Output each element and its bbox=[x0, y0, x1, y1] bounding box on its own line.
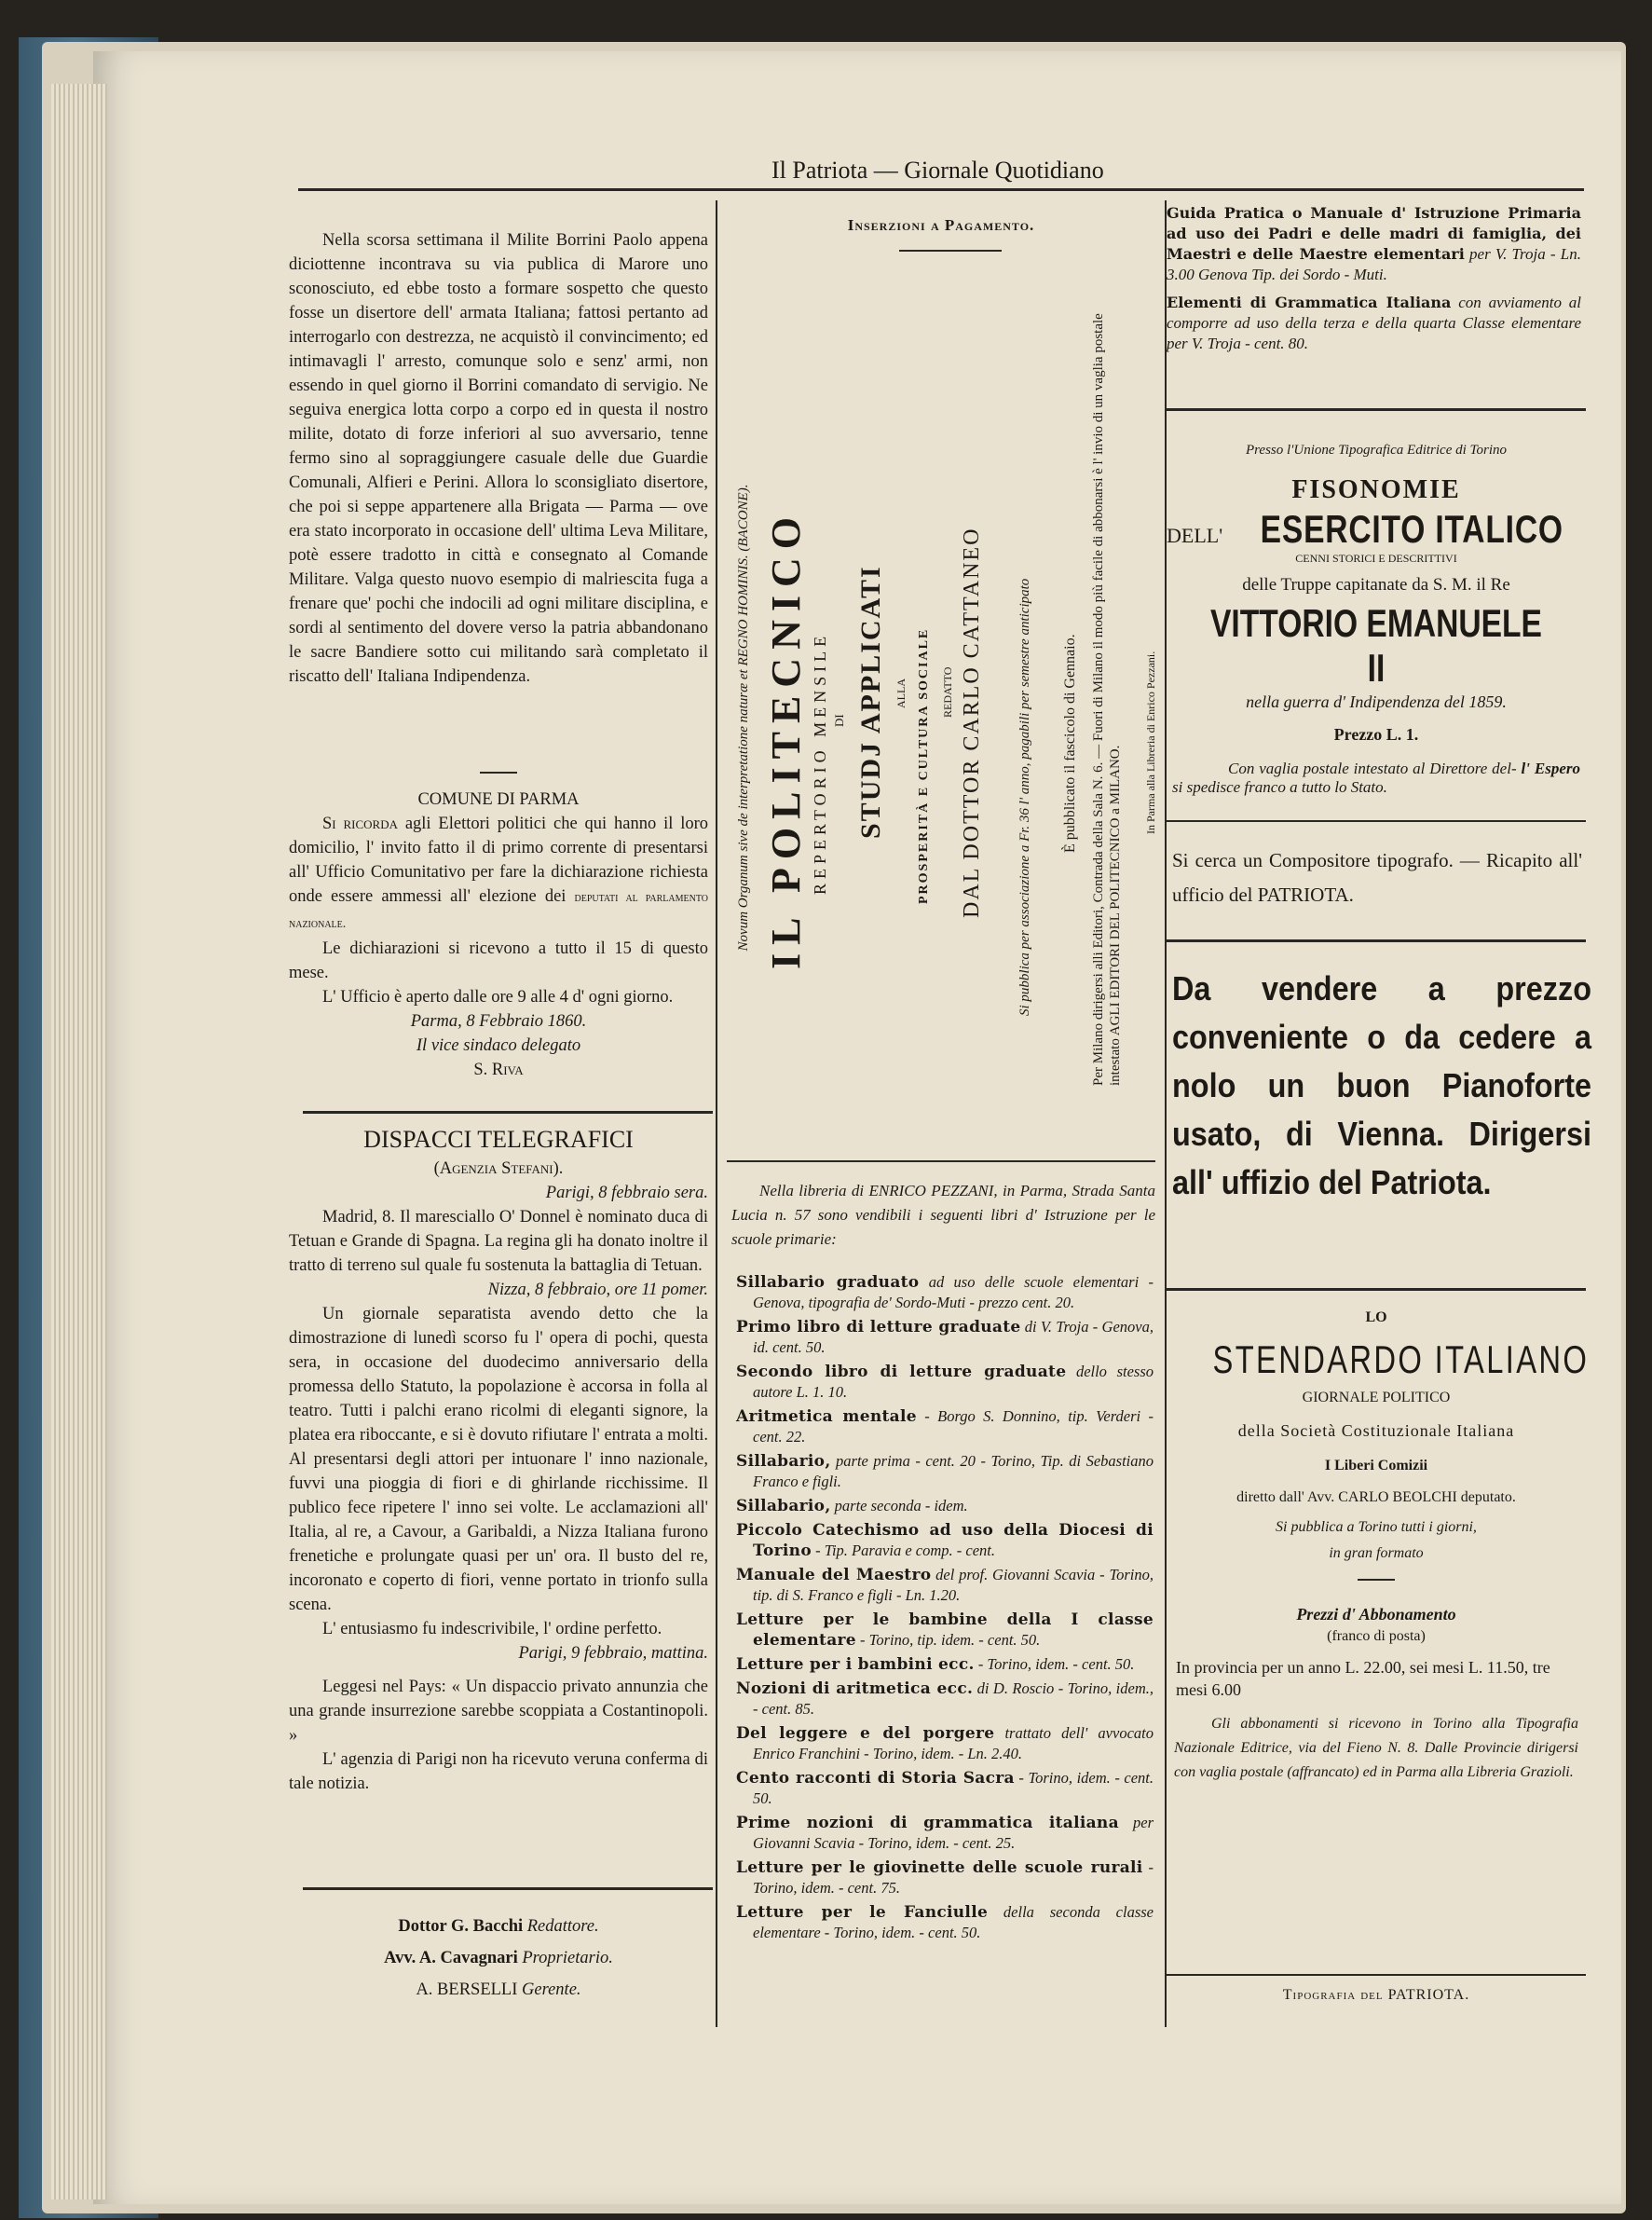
dispatch-3b: L' agenzia di Parigi non ha ricevuto veruna conferma di tale notizia. bbox=[289, 1750, 708, 1793]
header-rule bbox=[298, 188, 1584, 191]
book-detail: di D. Roscio - Torino, idem., - cent. 85. bbox=[753, 1679, 1154, 1718]
politecnico-title: IL POLITECNICO bbox=[763, 509, 809, 969]
std-lo: LO bbox=[1365, 1309, 1387, 1325]
staff-editor-role: Redattore. bbox=[526, 1917, 599, 1936]
staff-owner-name: Avv. A. Cavagnari bbox=[384, 1949, 518, 1967]
staff-manager bbox=[289, 1974, 708, 2006]
fis-title: FISONOMIE bbox=[1291, 475, 1461, 504]
section-rule bbox=[303, 1111, 713, 1114]
book-detail: - Torino, idem. - cent. 50. bbox=[974, 1655, 1135, 1673]
staff-block bbox=[289, 1911, 708, 2006]
politecnico-motto: Novum Organum sive de interpretatione naturæ et REGNO HOMINIS. (BACONE). bbox=[736, 484, 751, 952]
guida-title: Guida Pratica o Manuale d' Istruzione Primaria ad uso dei Padri e delle madri di famiglia, dei Maestri e delle Maestre elementari bbox=[1167, 204, 1581, 263]
politecnico-subtitle: REPERTORIO MENSILE bbox=[811, 631, 829, 895]
separator bbox=[480, 772, 517, 774]
book-detail: dello stesso autore L. 1. 10. bbox=[753, 1363, 1154, 1401]
compositore-rule bbox=[1167, 939, 1586, 942]
politecnico-editor: DAL DOTTOR CARLO CATTANEO bbox=[960, 527, 984, 918]
piano-ad: Da vendere a prezzo conveniente o da cedere a nolo un buon Pianoforte usato, di Vienna. Dirigersi all' uffizio del Patriota. bbox=[1172, 969, 1591, 1201]
book-item bbox=[736, 1813, 1154, 1854]
staff-manager-role: Gerente. bbox=[522, 1980, 581, 1999]
politecnico-address bbox=[1090, 275, 1124, 1086]
fis-esercito: ESERCITO ITALICO bbox=[1260, 507, 1563, 551]
book-detail: della seconda classe elementare - Torino, idem. - cent. 50. bbox=[753, 1903, 1154, 1941]
std-provincia: In provincia per un anno L. 22.00, sei mesi L. 11.50, tre mesi 6.00 bbox=[1176, 1658, 1550, 1699]
book-detail: - Tip. Paravia e comp. - cent. bbox=[811, 1542, 995, 1559]
dispacci-title: DISPACCI TELEGRAFICI bbox=[363, 1126, 634, 1153]
book-title: Prime nozioni di grammatica italiana bbox=[736, 1814, 1119, 1832]
fisonomie-rule bbox=[1167, 820, 1586, 822]
dispatch-3: Leggesi nel Pays: « Un dispaccio privato annunzia che una grande insurrezione sarebbe scoppiata a Costantinopoli. » bbox=[289, 1678, 708, 1745]
book-item bbox=[736, 1902, 1154, 1943]
notice-lead: Si ricorda bbox=[322, 815, 398, 833]
book-item bbox=[736, 1406, 1154, 1447]
politecnico-address-text: Per Milano dirigersi alli Editori, Contrada della Sala N. 6. — Fuori di Milano il modo più facile di abbonarsi è l' invio di un vaglia postale intestato AGLI EDITORI DEL POLITECNICO a MILANO. bbox=[1091, 313, 1123, 1086]
book-item bbox=[736, 1768, 1154, 1809]
std-societa: della Società Costituzionale Italiana bbox=[1237, 1421, 1515, 1440]
elementi-detail: con avviamento al comporre ad uso della terza e della quarta Classe elementare per V. Troja - cent. 80. bbox=[1167, 294, 1581, 352]
elementi-title: Elementi di Grammatica Italiana bbox=[1167, 294, 1452, 311]
book-title: Secondo libro di letture graduate bbox=[736, 1363, 1067, 1381]
book-item bbox=[736, 1520, 1154, 1561]
piano-rule bbox=[1167, 1288, 1586, 1291]
politecnico-di: DI bbox=[832, 714, 846, 727]
col1-comune bbox=[289, 788, 708, 1082]
fis-vaglia bbox=[1167, 760, 1586, 797]
staff-editor-name: Dottor G. Bacchi bbox=[398, 1917, 524, 1936]
dispatch-2: Un giornale separatista avendo detto che la dimostrazione di lunedì scorso fu l' opera di pochi, questa sera, in occasione del duodecimo anniversario della promessa dello Statuto, la popolazione è accorsa in folla al teatro. Tutti i palchi erano ricolmi di eleganti signore, la platea era riboccante, e si è dovuto rifiutare l' entrata a molti. Al presentarsi degli attori per intuonare l' inno nazionale, fuvvi una pioggia di fiori e di ghirlande ricchissime. Il publico fece ripetere l' inno sei volte. Le acclamazioni all' Italia, al re, a Cavour, a Garibaldi, a Nizza Italiana furono frenetiche e prolungate quasi per un' ora. Il busto del re, incoronato e coperto di fiori, venne portato in trionfo sulla scena. bbox=[289, 1305, 708, 1614]
book-item bbox=[736, 1496, 1154, 1516]
book-item bbox=[736, 1654, 1154, 1675]
book-title: Sillabario, bbox=[736, 1452, 831, 1471]
book-title: Piccolo Catechismo ad uso della Diocesi di Torino bbox=[736, 1521, 1154, 1560]
col3-guida bbox=[1167, 203, 1581, 354]
book-item bbox=[736, 1362, 1154, 1403]
book-title: Aritmetica mentale bbox=[736, 1407, 917, 1426]
book-title: Nozioni di aritmetica ecc. bbox=[736, 1679, 974, 1698]
dispatch-3-dateline: Parigi, 9 febbraio, mattina. bbox=[518, 1644, 708, 1663]
comune-signature: S. Riva bbox=[473, 1061, 524, 1079]
comune-date: Parma, 8 Febbraio 1860. bbox=[410, 1012, 587, 1031]
book-detail: di V. Troja - Genova, id. cent. 50. bbox=[753, 1318, 1154, 1356]
book-title: Del leggere e del porgere bbox=[736, 1724, 995, 1743]
column-rule-1 bbox=[716, 200, 717, 2027]
std-sep bbox=[1358, 1579, 1395, 1581]
notice-body: agli Elettori politici che qui hanno il loro domicilio, l' invito fatto il di primo corrente di presentarsi all' Ufficio Comunitativo per fare la dichiarazione richiesta onde essere ammessi all' elezione dei bbox=[289, 815, 708, 906]
elementi-ad bbox=[1167, 293, 1581, 354]
book-detail: per Giovanni Scavia - Torino, idem. - cent. 25. bbox=[753, 1814, 1154, 1852]
staff-manager-name: A. BERSELLI bbox=[416, 1980, 518, 1999]
notice-tail: deputati al parlamento nazionale. bbox=[289, 891, 708, 931]
book-title: Primo libro di letture graduate bbox=[736, 1318, 1021, 1336]
fis-espero: l' Espero bbox=[1521, 760, 1581, 777]
std-prezzi: Prezzi d' Abbonamento bbox=[1296, 1605, 1456, 1624]
std-formato: in gran formato bbox=[1329, 1545, 1424, 1561]
std-comizii: I Liberi Comizii bbox=[1324, 1458, 1428, 1473]
dispatch-1-dateline: Parigi, 8 febbraio sera. bbox=[545, 1184, 708, 1202]
book-item bbox=[736, 1565, 1154, 1606]
std-giornale: GIORNALE POLITICO bbox=[1302, 1390, 1451, 1405]
books-intro-text: Nella libreria di ENRICO PEZZANI, in Parma, Strada Santa Lucia n. 57 sono vendibili i seguenti libri d' Istruzione per le scuole primarie: bbox=[731, 1182, 1155, 1248]
staff-editor bbox=[289, 1911, 708, 1942]
book-title: Cento racconti di Storia Sacra bbox=[736, 1769, 1015, 1788]
politecnico-parma: In Parma alla Libreria di Enrico Pezzani. bbox=[1144, 651, 1157, 834]
std-pubblica: Si pubblica a Torino tutti i giorni, bbox=[1276, 1519, 1477, 1535]
fis-vittorio: VITTORIO EMANUELE II bbox=[1210, 601, 1542, 690]
book-detail: del prof. Giovanni Scavia - Torino, tip. di S. Franco e figli - Ln. 1.20. bbox=[753, 1566, 1154, 1604]
dispatch-2-dateline: Nizza, 8 febbraio, ore 11 pomer. bbox=[487, 1281, 708, 1299]
book-title: Sillabario graduato bbox=[736, 1273, 920, 1292]
book-item bbox=[736, 1723, 1154, 1764]
fis-presso: Presso l'Unione Tipografica Editrice di Torino bbox=[1245, 443, 1508, 458]
staff-owner bbox=[289, 1942, 708, 1974]
footer-rule bbox=[1167, 1974, 1586, 1976]
comune-title: COMUNE DI PARMA bbox=[417, 790, 580, 809]
books-rule bbox=[727, 1160, 1155, 1162]
stendardo-ad bbox=[1167, 1309, 1590, 1785]
std-franco: (franco di posta) bbox=[1327, 1628, 1426, 1644]
book-detail: trattato dell' avvocato Enrico Franchini - Torino, idem. - Ln. 2.40. bbox=[753, 1724, 1154, 1762]
page-edges bbox=[51, 84, 107, 2199]
book-item bbox=[736, 1272, 1154, 1313]
politecnico-studj: STUDJ APPLICATI bbox=[855, 565, 886, 839]
guida-ad bbox=[1167, 203, 1581, 285]
news-article: Nella scorsa settimana il Milite Borrini Paolo appena diciottenne incontrava su via publica di Marore uno sconosciuto, ed ebbe tosto a formare sospetto che questo fosse un disertore dell' armata Italiana; fattosi pertanto ad interrogarlo con destrezza, ne acquistò il convincimento; ed intimavagli l' arresto, comunque solo e senz' armi, non essendo in quel giorno il Borrini comandato di servigio. Ne seguiva energica lotta corpo a corpo ed in questa il nostro milite, dotato di forze inferiori al suo avversario, tenne fermo sino al sopraggiungere casuale delle due Guardie Comunali, Alfieri e Perini. Allora lo sconsigliato disertore, che poi si seppe appartenere alla Brigata — Parma — ove era stato incorporato in occasione dell' ultima Leva Militare, potè essere tradotto in città e consegnato al Comande Militare. Valga questo nuovo esempio di malriescita fuga a frenare que' pochi che indocili ad ogni militare disciplina, e sordi al sentimento del dovere verso la patria abbandonano le sacre Bandiere sotto cui militando sarà completato il riscatto dell' Italiana Indipendenza. bbox=[289, 231, 708, 686]
staff-owner-role: Proprietario. bbox=[522, 1949, 613, 1967]
std-diretto: diretto dall' Avv. CARLO BEOLCHI deputato. bbox=[1236, 1489, 1516, 1505]
std-title: STENDARDO ITALIANO bbox=[1212, 1337, 1590, 1381]
inserzioni-title: Inserzioni a Pagamento. bbox=[847, 216, 1035, 234]
book-item bbox=[736, 1857, 1154, 1898]
comune-role: Il vice sindaco delegato bbox=[416, 1036, 581, 1055]
fis-guerra: nella guerra d' Indipendenza del 1859. bbox=[1246, 692, 1507, 711]
std-abbonamenti: Gli abbonamenti si ricevono in Torino alla Tipografia Nazionale Editrice, via del Fieno N. 8. Dalle Provincie dirigersi con vaglia postale (affrancato) ed in Parma alla Libreria Grazioli. bbox=[1174, 1716, 1578, 1780]
comune-hours: L' Ufficio è aperto dalle ore 9 alle 4 d' ogni giorno. bbox=[322, 988, 674, 1007]
compositore-ad: Si cerca un Compositore tipografo. — Ricapito all' ufficio del PATRIOTA. bbox=[1172, 849, 1582, 906]
politecnico-redatto: REDATTO bbox=[941, 666, 954, 718]
book-detail: - Torino, idem. - cent. 50. bbox=[753, 1769, 1154, 1807]
page-header: Il Patriota — Giornale Quotidiano bbox=[771, 157, 1104, 184]
book-item bbox=[736, 1679, 1154, 1720]
staff-rule bbox=[303, 1887, 713, 1890]
tipografia: Tipografia del PATRIOTA. bbox=[1282, 1987, 1470, 2003]
book-list bbox=[736, 1272, 1154, 1947]
inserzioni-rule bbox=[899, 250, 1002, 252]
book-detail: parte prima - cent. 20 - Torino, Tip. di Sebastiano Franco e figli. bbox=[753, 1452, 1154, 1490]
book-item bbox=[736, 1451, 1154, 1492]
book-item bbox=[736, 1317, 1154, 1358]
book-title: Letture per i bambini ecc. bbox=[736, 1655, 975, 1674]
book-title: Sillabario, bbox=[736, 1497, 831, 1515]
book-detail: ad uso delle scuole elementari - Genova, tipografia de' Sordo-Muti - prezzo cent. 20. bbox=[753, 1273, 1154, 1311]
book-detail: parte seconda - idem. bbox=[830, 1497, 968, 1514]
politecnico-issue: È pubblicato il fascicolo di Gennaio. bbox=[1062, 634, 1078, 853]
fis-subtitle-row bbox=[1167, 507, 1586, 552]
book-detail: - Torino, tip. idem. - cent. 50. bbox=[855, 1631, 1041, 1649]
dispatch-2b: L' entusiasmo fu indescrivibile, l' ordine perfetto. bbox=[322, 1620, 662, 1638]
book-title: Letture per le bambine della I classe elementare bbox=[736, 1610, 1154, 1650]
books-intro bbox=[731, 1179, 1155, 1252]
politecnico-prosperita: PROSPERITÀ E CULTURA SOCIALE bbox=[917, 627, 931, 904]
book-title: Letture per le Fanciulle bbox=[736, 1903, 989, 1922]
fis-truppe: delle Truppe capitanate da S. M. il Re bbox=[1242, 575, 1510, 595]
politecnico-subscription: Si pubblica per associazione a Fr. 36 l' anno, pagabili per semestre anticipato bbox=[1017, 578, 1032, 1016]
col1-news bbox=[289, 228, 708, 689]
col1-dispacci bbox=[289, 1123, 708, 1796]
book-detail: - Borgo S. Donnino, tip. Verderi - cent. 22. bbox=[753, 1407, 1154, 1446]
comune-dates: Le dichiarazioni si ricevono a tutto il 15 di questo mese. bbox=[289, 939, 708, 982]
book-detail: - Torino, idem. - cent. 75. bbox=[753, 1858, 1154, 1897]
guida-detail: per V. Troja - Ln. 3.00 Genova Tip. dei Sordo - Muti. bbox=[1167, 245, 1581, 283]
fisonomie-ad bbox=[1167, 443, 1586, 797]
dispacci-agency: (Agenzia Stefani). bbox=[433, 1159, 564, 1178]
guida-rule bbox=[1167, 408, 1586, 411]
book-item bbox=[736, 1610, 1154, 1651]
politecnico-alla: ALLA bbox=[894, 678, 908, 708]
comune-notice bbox=[289, 812, 708, 937]
fis-cenni: CENNI STORICI E DESCRITTIVI bbox=[1295, 552, 1457, 565]
fis-dell: DELL' bbox=[1167, 524, 1223, 547]
fis-prezzo: Prezzo L. 1. bbox=[1333, 725, 1419, 744]
fis-vaglia-c: si spedisce franco a tutto lo Stato. bbox=[1172, 778, 1387, 796]
dispatch-1: Madrid, 8. Il maresciallo O' Donnel è nominato duca di Tetuan e Grande di Spagna. La regina gli ha donato inoltre il tratto di terreno sul quale fu sostenuta la battaglia di Tetuan. bbox=[289, 1208, 708, 1275]
book-title: Manuale del Maestro bbox=[736, 1566, 932, 1584]
fis-vaglia-a: Con vaglia postale intestato al Direttore del- bbox=[1228, 760, 1517, 777]
book-title: Letture per le giovinette delle scuole rurali bbox=[736, 1858, 1143, 1877]
